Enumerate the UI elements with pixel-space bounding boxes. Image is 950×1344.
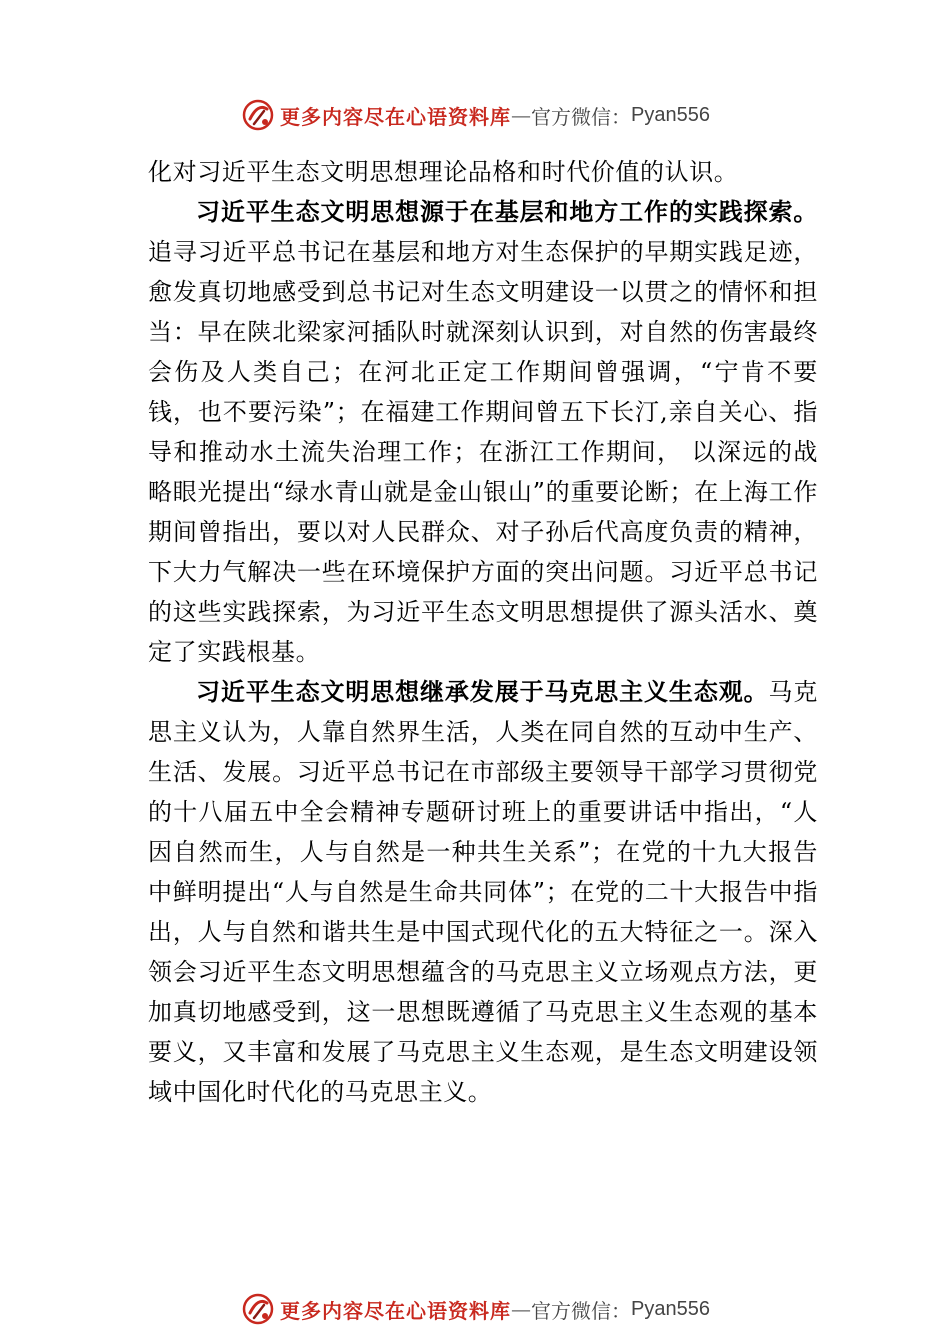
- footer-separator: —: [511, 1297, 532, 1321]
- footer-brand-text: 更多内容尽在心语资料库: [280, 1298, 512, 1323]
- footer-wechat-id: Pyan556: [631, 1297, 710, 1320]
- paragraph-marxism-lead: 习近平生态文明思想继承发展于马克思主义生态观。: [196, 677, 769, 706]
- header-brand-text: 更多内容尽在心语资料库: [280, 104, 512, 129]
- paragraph-continuation: 化对习近平生态文明思想理论品格和时代价值的认识。: [148, 158, 739, 186]
- brand-logo-icon: [240, 1291, 276, 1327]
- document-body: [148, 152, 818, 1112]
- paragraph-marxism-text: 马克思主义认为，人靠自然界生活，人类在同自然的互动中生产、生活、发展。习近平总书记在市部级主要领导干部学习贯彻党的十八届五中全会精神专题研讨班上的重要讲话中指出，“人因自然而生，人与自然是一种共生关系”；在党的十九大报告中鲜明提出“人与自然是生命共同体”；在党的二十大报告中指出，人与自然和谐共生是中国式现代化的五大特征之一。深入领会习近平生态文明思想蕴含的马克思主义立场观点方法，更加真切地感受到，这一思想既遵循了马克思主义生态观的基本要义，又丰富和发展了马克思主义生态观，是生态文明建设领域中国化时代化的马克思主义。: [148, 678, 818, 1106]
- paragraph-practice-lead: 习近平生态文明思想源于在基层和地方工作的实践探索。: [196, 197, 818, 226]
- footer-banner: [0, 1289, 950, 1329]
- footer-wechat-label: 官方微信：: [531, 1298, 632, 1323]
- header-wechat-id: Pyan556: [631, 103, 710, 126]
- header-separator: —: [511, 103, 532, 127]
- brand-logo-icon: [240, 97, 276, 133]
- paragraph-practice: [148, 192, 818, 672]
- header-wechat-label: 官方微信：: [531, 104, 632, 129]
- paragraph-marxism: [148, 672, 818, 1112]
- header-banner: [0, 95, 950, 135]
- paragraph-practice-text: 追寻习近平总书记在基层和地方对生态保护的早期实践足迹，愈发真切地感受到总书记对生态文明建设一以贯之的情怀和担当：早在陕北梁家河插队时就深刻认识到，对自然的伤害最终会伤及人类自己；在河北正定工作期间曾强调，“宁肯不要钱，也不要污染”；在福建工作期间曾五下长汀,亲自关心、指导和推动水土流失治理工作；在浙江工作期间， 以深远的战略眼光提出“绿水青山就是金山银山”的重要论断；在上海工作期间曾指出，要以对人民群众、对子孙后代高度负责的精神，下大力气解决一些在环境保护方面的突出问题。习近平总书记的这些实践探索，为习近平生态文明思想提供了源头活水、奠定了实践根基。: [148, 238, 818, 666]
